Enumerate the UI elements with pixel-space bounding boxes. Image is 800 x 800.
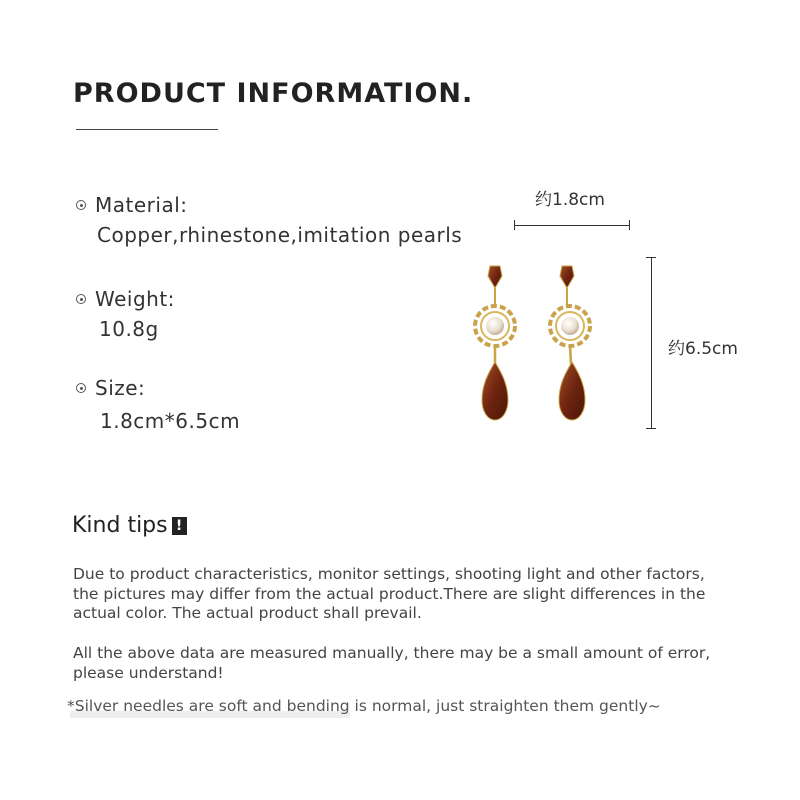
spec-label: Material: bbox=[95, 193, 188, 217]
bullet-icon bbox=[76, 294, 86, 304]
bullet-icon bbox=[76, 383, 86, 393]
tips-paragraph-disclaimer: Due to product characteristics, monitor settings, shooting light and other factors, the pictures may differ from the actual product.There are slight differences in the actual color. The actual product shall prevail. bbox=[73, 565, 706, 622]
height-dimension-line bbox=[651, 257, 652, 429]
tips-paragraph-measurement: All the above data are measured manually, there may be a small amount of error, please understand! bbox=[73, 644, 711, 682]
drop-earrings-image bbox=[465, 260, 600, 430]
spec-label: Size: bbox=[95, 376, 146, 400]
height-dimension-label: 约6.5cm bbox=[668, 339, 738, 359]
kind-tips-heading bbox=[72, 513, 187, 538]
right-earring bbox=[550, 266, 590, 420]
spec-value: 10.8g bbox=[99, 317, 159, 341]
left-earring bbox=[475, 266, 515, 420]
bullet-icon bbox=[76, 200, 86, 210]
tips-note: *Silver needles are soft and bending is normal, just straighten them gently~ bbox=[67, 697, 661, 715]
spec-label: Weight: bbox=[95, 287, 175, 311]
exclamation-icon: ! bbox=[172, 517, 187, 535]
spec-material bbox=[76, 193, 462, 247]
height-tick-top bbox=[646, 257, 656, 258]
width-dimension-label: 约1.8cm bbox=[535, 190, 605, 210]
spec-value: 1.8cm*6.5cm bbox=[100, 409, 241, 433]
page-title: PRODUCT INFORMATION. bbox=[73, 78, 474, 109]
spec-size bbox=[76, 376, 240, 433]
spec-value: Copper,rhinestone,imitation pearls bbox=[97, 223, 463, 247]
kind-tips-label: Kind tips bbox=[72, 513, 168, 538]
width-tick-left bbox=[514, 220, 515, 230]
width-dimension-line bbox=[514, 225, 630, 226]
title-divider bbox=[76, 129, 218, 130]
spec-weight bbox=[76, 287, 175, 341]
width-tick-right bbox=[629, 220, 630, 230]
height-tick-bottom bbox=[646, 428, 656, 429]
